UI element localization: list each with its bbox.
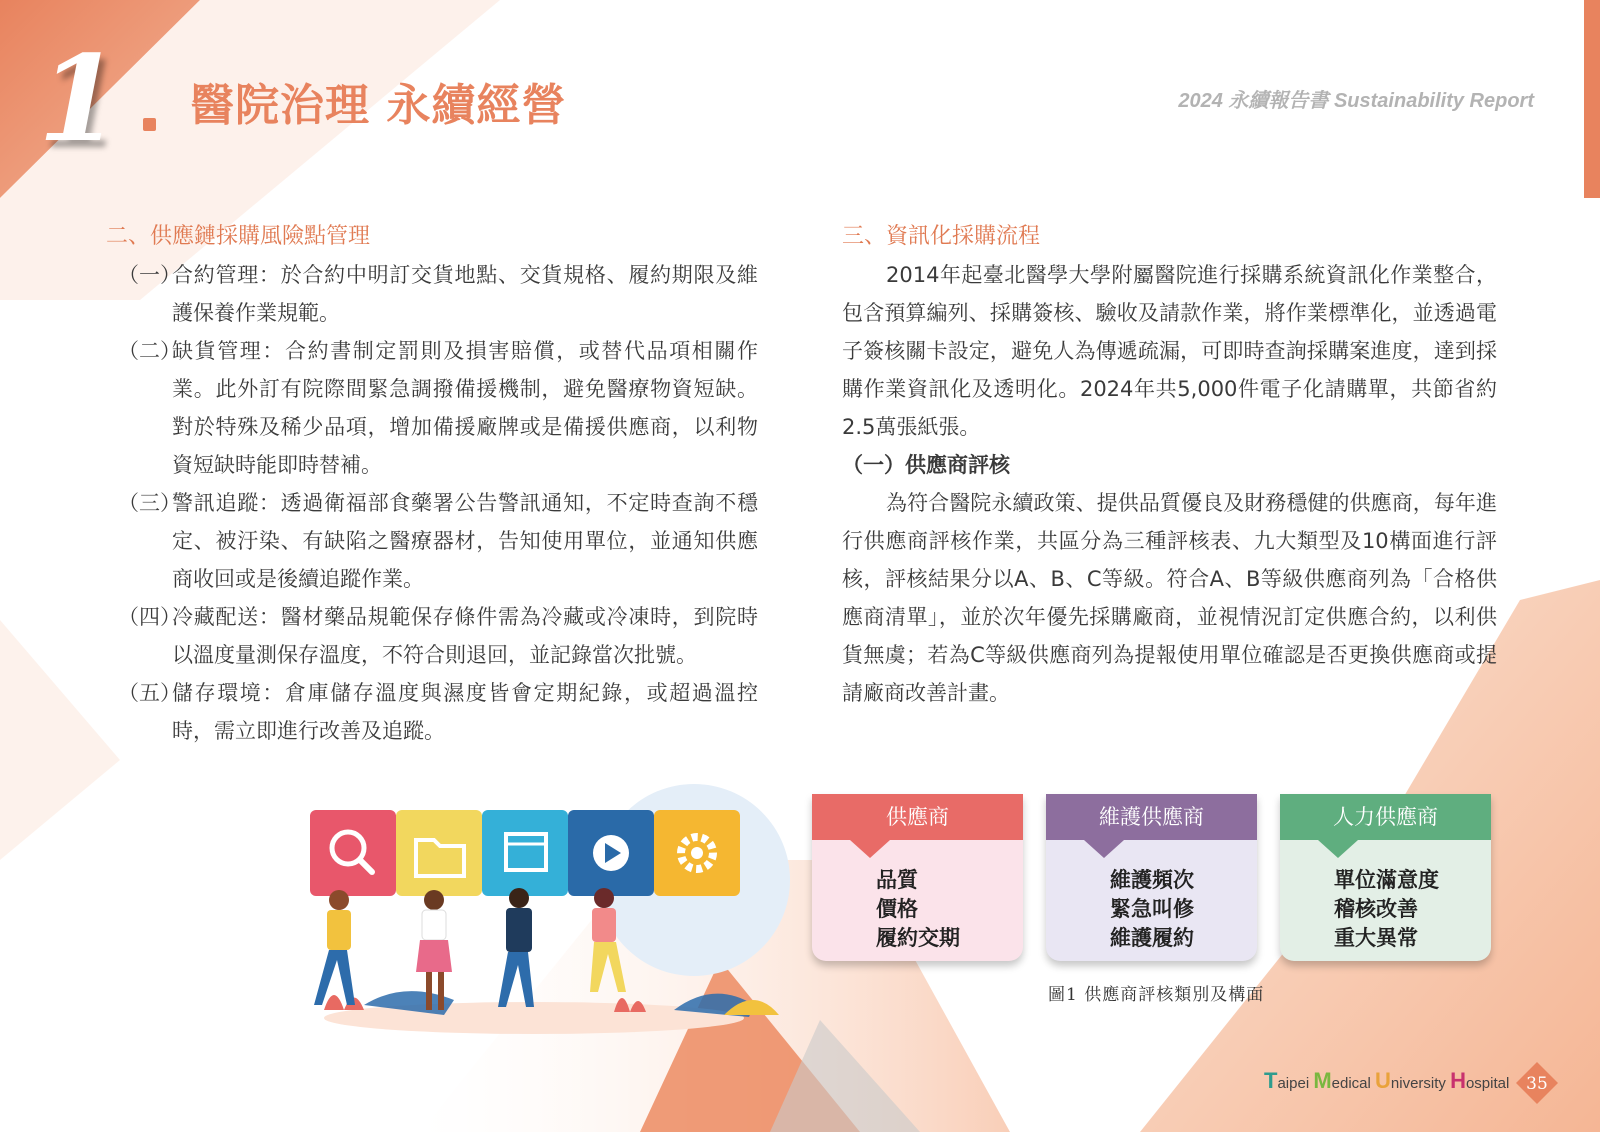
card-title: 供應商 bbox=[812, 794, 1023, 840]
brand-text: niversity bbox=[1390, 1075, 1451, 1092]
card-item: 重大異常 bbox=[1334, 926, 1418, 950]
brand-letter: M bbox=[1313, 1068, 1332, 1093]
list-item bbox=[106, 674, 758, 750]
puzzle-piece-folder bbox=[396, 810, 482, 896]
item-text: 合約管理：於合約中明訂交貨地點、交貨規格、履約期限及維護保養作業規範。 bbox=[172, 263, 758, 325]
card-item: 價格 bbox=[876, 897, 918, 921]
right-column bbox=[842, 218, 1497, 712]
card-maintenance-supplier bbox=[1046, 794, 1257, 961]
item-text: 冷藏配送：醫材藥品規範保存條件需為冷藏或冷凍時，到院時以溫度量測保存溫度，不符合則退回，並記錄當次批號。 bbox=[172, 605, 758, 667]
page-number-badge bbox=[1516, 1062, 1558, 1104]
hospital-brand bbox=[1264, 1068, 1509, 1094]
puzzle-piece-calendar bbox=[482, 810, 568, 896]
item-number: （三） bbox=[118, 491, 181, 515]
card-staffing-supplier bbox=[1280, 794, 1491, 961]
item-text: 儲存環境：倉庫儲存溫度與濕度皆會定期紀錄，或超過溫控時，需立即進行改善及追蹤。 bbox=[172, 681, 758, 743]
brand-text: edical bbox=[1331, 1075, 1375, 1092]
evaluation-paragraph: 為符合醫院永續政策、提供品質優良及財務穩健的供應商，每年進行供應商評核作業，共區分為三種評核表、九大類型及10構面進行評核，評核結果分以A、B、C等級。符合A、B等級供應商列為「合格供應商清單」，並於次年優先採購廠商，並視情況訂定供應合約，以利供貨無虞；若為C等級供應商列為提報使用單位確認是否更換供應商或提請廠商改善計畫。 bbox=[842, 491, 1497, 705]
item-text: 缺貨管理：合約書制定罰則及損害賠償，或替代品項相關作業。此外訂有院際間緊急調撥備援機制，避免醫療物資短缺。對於特殊及稀少品項，增加備援廠牌或是備援供應商，以利物資短缺時能即時替補。 bbox=[172, 339, 758, 477]
card-items bbox=[1280, 840, 1491, 953]
report-title: 2024 永續報告書 Sustainability Report bbox=[1178, 90, 1534, 112]
person-figure bbox=[498, 888, 534, 1007]
list-item bbox=[106, 484, 758, 598]
card-supplier bbox=[812, 794, 1023, 961]
chapter-number: 1 bbox=[38, 29, 121, 168]
puzzle-piece-gear bbox=[654, 810, 740, 896]
person-figure bbox=[314, 890, 355, 1005]
puzzle-piece-play bbox=[568, 810, 654, 896]
list-item bbox=[106, 598, 758, 674]
card-title: 維護供應商 bbox=[1046, 794, 1257, 840]
card-items bbox=[1046, 840, 1257, 953]
right-accent-bar bbox=[1584, 0, 1600, 198]
puzzle-teamwork-illustration bbox=[284, 780, 804, 1040]
card-item: 稽核改善 bbox=[1334, 897, 1418, 921]
card-item: 緊急叫修 bbox=[1110, 897, 1194, 921]
figure-caption: 圖1 供應商評核類別及構面 bbox=[1048, 985, 1265, 1005]
brand-letter: T bbox=[1264, 1068, 1278, 1093]
item-number: （四） bbox=[118, 605, 181, 629]
item-number: （五） bbox=[118, 681, 181, 705]
brand-letter: U bbox=[1375, 1068, 1391, 1093]
brand-text: aipei bbox=[1277, 1075, 1314, 1092]
card-item: 履約交期 bbox=[876, 926, 960, 950]
card-item: 單位滿意度 bbox=[1334, 868, 1439, 892]
card-item: 維護頻次 bbox=[1110, 868, 1194, 892]
puzzle-piece-search bbox=[310, 810, 396, 896]
item-number: （二） bbox=[118, 339, 181, 363]
brand-text: ospital bbox=[1465, 1075, 1510, 1092]
card-item: 品質 bbox=[876, 868, 918, 892]
chapter-title: 醫院治理 永續經營 bbox=[190, 80, 567, 131]
list-item bbox=[106, 332, 758, 484]
brand-letter: H bbox=[1450, 1068, 1466, 1093]
page-number: 35 bbox=[1526, 1074, 1548, 1094]
section-heading-procurement: 三、資訊化採購流程 bbox=[842, 224, 1041, 249]
item-number: （一） bbox=[118, 263, 181, 287]
list-item bbox=[106, 256, 758, 332]
section-heading-supply-chain: 二、供應鏈採購風險點管理 bbox=[106, 224, 371, 249]
left-column bbox=[106, 218, 758, 750]
card-items bbox=[812, 840, 1023, 953]
procurement-paragraph: 2014年起臺北醫學大學附屬醫院進行採購系統資訊化作業整合，包含預算編列、採購簽核、驗收及請款作業，將作業標準化，並透過電子簽核關卡設定，避免人為傳遞疏漏，可即時查詢採購案進度，達到採購作業資訊化及透明化。2024年共5,000件電子化請購單，共節省約2.5萬張紙張。 bbox=[842, 263, 1497, 439]
subheading-supplier-evaluation: （一）供應商評核 bbox=[842, 453, 1010, 477]
item-text: 警訊追蹤：透過衛福部食藥署公告警訊通知，不定時查詢不穩定、被汙染、有缺陷之醫療器材，告知使用單位，並通知供應商收回或是後續追蹤作業。 bbox=[172, 491, 758, 591]
card-title: 人力供應商 bbox=[1280, 794, 1491, 840]
chapter-dot bbox=[143, 118, 156, 131]
card-item: 維護履約 bbox=[1110, 926, 1194, 950]
